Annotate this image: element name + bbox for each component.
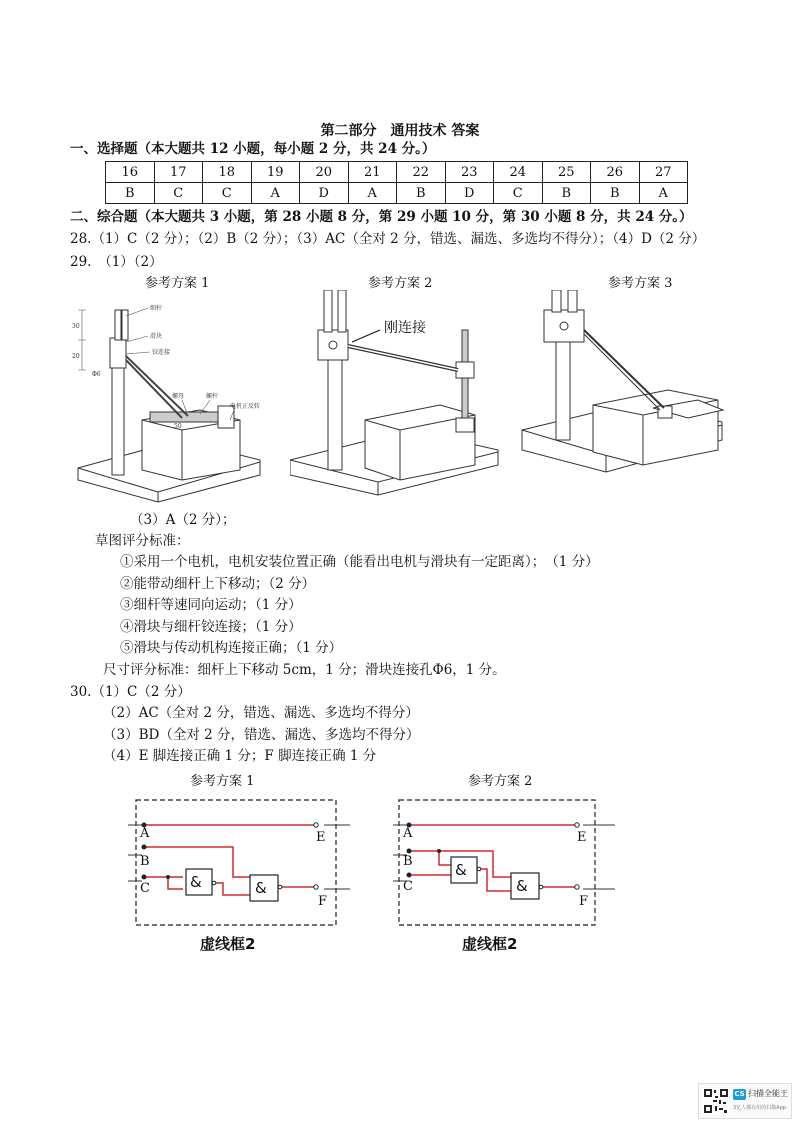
page-title: 第二部分 通用技术 答案 [320, 123, 480, 139]
drive-motor [456, 418, 474, 432]
q29-heading: 29. （1）（2） [70, 254, 163, 270]
table-cell: D [445, 183, 494, 204]
table-cell: 26 [591, 162, 640, 183]
section-2-heading: 二、综合题（本大题共 3 小题，第 28 小题 8 分，第 29 小题 10 分，第 30 小题 8 分，共 24 分。） [70, 209, 693, 225]
pin-b-label: B [140, 854, 150, 869]
q30-answer: 30.（1）C（2 分） [70, 684, 191, 700]
table-cell: B [106, 183, 155, 204]
q29-scheme-1-caption: 参考方案 1 [145, 276, 210, 291]
sketch-criteria-title: 草图评分标准： [95, 533, 190, 549]
dimension-phi6: Φ6 [92, 371, 101, 378]
table-cell: B [542, 183, 591, 204]
label-motor: 电机正反转 [230, 403, 261, 410]
cs-badge: CS [734, 1090, 745, 1098]
q30-scheme-1-caption: 参考方案 1 [190, 774, 255, 789]
q30-answer: （2）AC（全对 2 分，错选、漏选、多选均不得分） [103, 705, 419, 721]
label-nut: 螺母 [172, 393, 185, 400]
sketch-criterion: ②能带动细杆上下移动；（2 分） [120, 576, 316, 592]
dimension-30: 30 [72, 323, 80, 330]
table-cell: A [639, 183, 688, 204]
gate-1-symbol: & [190, 873, 202, 891]
pin-f-label: F [579, 894, 589, 909]
table-cell: C [494, 183, 543, 204]
dashed-box [399, 800, 595, 925]
q30-scheme-2-caption: 参考方案 2 [468, 774, 533, 789]
pin-f-label: F [318, 894, 328, 909]
table-cell: 23 [445, 162, 494, 183]
q29-part3-answer: （3）A（2 分）； [130, 512, 236, 528]
screw-slider [456, 362, 474, 378]
table-cell: 18 [203, 162, 252, 183]
q29-scheme-2-caption: 参考方案 2 [368, 276, 433, 291]
circuit-wires [409, 825, 575, 891]
link-rod [126, 356, 188, 416]
dimension-20: 20 [72, 353, 80, 360]
pin-e-label: E [577, 830, 587, 845]
upper-block [110, 338, 126, 368]
scheme-1-mechanism-drawing [70, 290, 270, 510]
table-cell: 17 [154, 162, 203, 183]
circuit-2-caption: 虚线框2 [462, 935, 518, 953]
pin-c-label: C [403, 879, 413, 894]
motor-housing [365, 405, 475, 480]
sketch-criterion: ③细杆等速同向运动；（1 分） [120, 597, 302, 613]
label-slider: 滑块 [150, 333, 163, 340]
sketch-criterion: ⑤滑块与传动机构连接正确；（1 分） [120, 640, 343, 656]
dimension-criteria: 尺寸评分标准：细杆上下移动 5cm，1 分；滑块连接孔Φ6，1 分。 [103, 662, 506, 678]
qr-code-icon [703, 1088, 729, 1114]
table-cell: A [251, 183, 300, 204]
table-cell: A [348, 183, 397, 204]
answer-table [105, 161, 688, 204]
link-rod [584, 330, 664, 408]
table-cell: 19 [251, 162, 300, 183]
table-cell: D [300, 183, 349, 204]
scanner-app-name: 扫描全能王 [748, 1089, 788, 1098]
table-cell: 20 [300, 162, 349, 183]
q30-answer: （4）E 脚连接正确 1 分；F 脚连接正确 1 分 [103, 748, 377, 764]
circuit-1-caption: 虚线框2 [200, 935, 256, 953]
table-cell: 22 [397, 162, 446, 183]
label-rigid-connection: 刚连接 [384, 320, 426, 336]
sketch-criterion: ④滑块与细杆铰连接；（1 分） [120, 619, 302, 635]
table-cell: C [203, 183, 252, 204]
q28-answer: 28.（1）C（2 分）；（2）B（2 分）；（3）AC（全对 2 分，错选、漏选、多选均不得分）；（4）D（2 分） [70, 231, 706, 247]
answer-table-answer-row [106, 183, 688, 204]
answer-table-number-row [106, 162, 688, 183]
gate-2-symbol: & [255, 879, 267, 897]
scheme-3-mechanism-drawing [518, 290, 728, 500]
pin-a-label: A [140, 826, 150, 841]
scanner-app-slogan: 3亿人都在用的扫描App [733, 1105, 786, 1111]
dashed-box [136, 800, 336, 925]
label-rod: 细杆 [150, 305, 163, 312]
circuit-scheme-2 [393, 795, 615, 933]
table-cell: 24 [494, 162, 543, 183]
pin-a-label: A [403, 826, 413, 841]
table-cell: 25 [542, 162, 591, 183]
post [556, 330, 570, 440]
gate-1-symbol: & [455, 861, 467, 879]
table-cell: C [154, 183, 203, 204]
pin-e-label: E [316, 830, 326, 845]
post [112, 365, 124, 475]
q30-answer: （3）BD（全对 2 分，错选、漏选、多选均不得分） [103, 727, 420, 743]
dimension-50: 50 [174, 423, 182, 430]
table-cell: 16 [106, 162, 155, 183]
scanner-watermark [698, 1083, 792, 1119]
table-cell: B [397, 183, 446, 204]
label-hinge: 铰连接 [152, 349, 171, 356]
table-cell: B [591, 183, 640, 204]
label-screw: 螺杆 [206, 393, 219, 400]
table-cell: 27 [639, 162, 688, 183]
circuit-scheme-1 [128, 795, 350, 933]
table-cell: 21 [348, 162, 397, 183]
pin-b-label: B [403, 854, 413, 869]
sketch-criterion: ①采用一个电机，电机安装位置正确（能看出电机与滑块有一定距离）； （1 分） [120, 554, 599, 570]
post [328, 350, 342, 470]
circuit-wires [144, 825, 314, 895]
q29-scheme-3-caption: 参考方案 3 [608, 276, 673, 291]
section-1-heading: 一、选择题（本大题共 12 小题，每小题 2 分，共 24 分。） [70, 141, 436, 157]
drive-motor [658, 406, 672, 418]
gate-2-symbol: & [516, 877, 528, 895]
scheme-2-mechanism-drawing [290, 290, 500, 500]
pin-c-label: C [140, 881, 150, 896]
